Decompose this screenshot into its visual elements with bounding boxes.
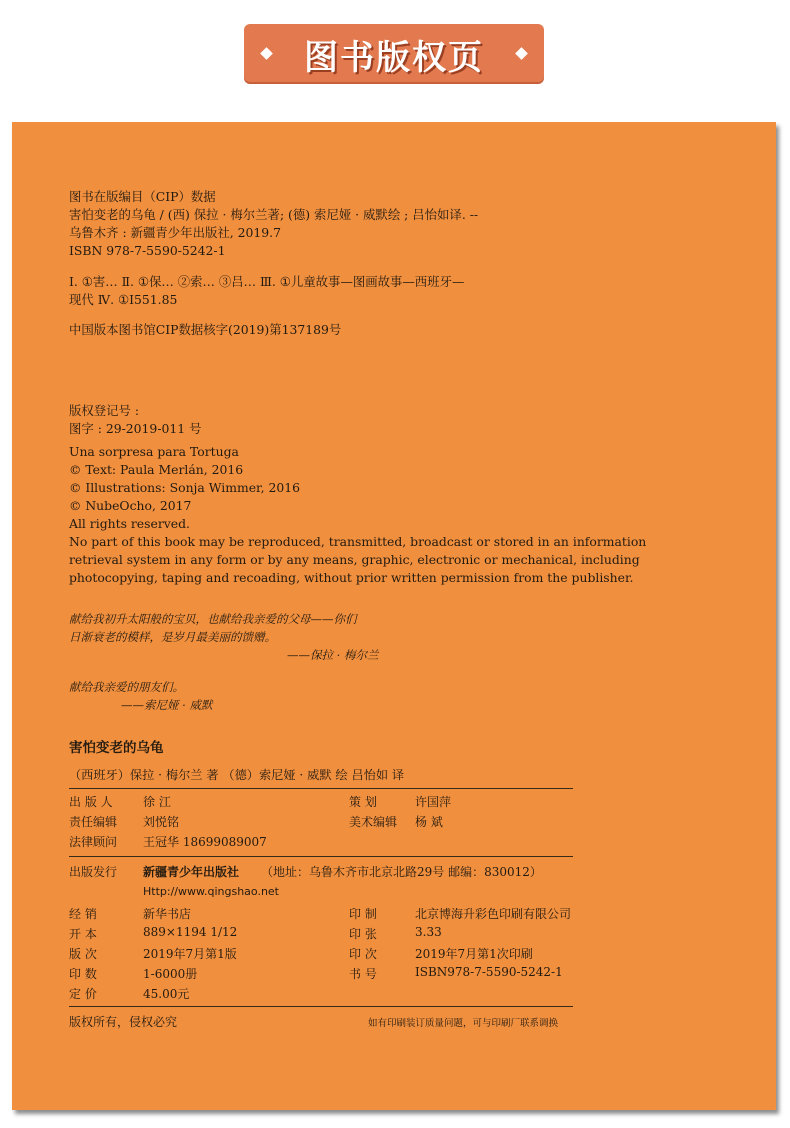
divider [69, 1006, 573, 1007]
footer-row [69, 1013, 589, 1031]
spec-label-2: 书 号 [349, 967, 377, 981]
spec-label: 定 价 [69, 987, 97, 1001]
spec-value-2: ISBN978-7-5590-5242-1 [415, 965, 563, 979]
classification-line-2: 现代 Ⅳ. ①I551.85 [69, 292, 178, 307]
book-title: 害怕变老的乌龟 [69, 740, 164, 756]
notice-line-1: No part of this book may be reproduced, transmitted, broadcast or stored in an information [69, 534, 647, 549]
spec-row [69, 965, 589, 983]
staff-label: 责任编辑 [69, 815, 118, 829]
spec-label-2: 印 制 [349, 907, 377, 921]
title-banner [244, 24, 544, 82]
cip-heading: 图书在版编目（CIP）数据 [69, 189, 216, 204]
staff-row [69, 793, 589, 811]
publisher-copyright: © NubeOcho, 2017 [69, 498, 192, 513]
publisher-label: 出版发行 [69, 865, 118, 879]
staff-label: 法律顾问 [69, 835, 118, 849]
cip-line-2: 乌鲁木齐 : 新疆青少年出版社, 2019.7 [69, 225, 281, 240]
staff-value-2: 许国萍 [415, 795, 452, 809]
staff-value-2: 杨 斌 [415, 815, 443, 829]
publisher-address: （地址：乌鲁木齐市北京北路29号 邮编：830012） [261, 865, 542, 879]
spec-value: 新华书店 [143, 907, 192, 921]
classification-line-1: Ⅰ. ①害… Ⅱ. ①保… ②索… ③吕… Ⅲ. ①儿童故事—图画故事—西班牙— [69, 274, 465, 289]
copyright-sheet [12, 122, 776, 1110]
notice-line-3: photocopying, taping and recoading, without prior written permission from the publisher. [69, 570, 634, 585]
rights-reserved: All rights reserved. [69, 516, 190, 531]
dedication-author-line-2: 日渐衰老的模样，是岁月最美丽的馈赠。 [69, 630, 276, 644]
book-credits: （西班牙）保拉 · 梅尔兰 著 （德）索尼娅 · 威默 绘 吕怡如 译 [69, 768, 405, 782]
spec-row [69, 945, 589, 963]
publisher-name: 新疆青少年出版社 [143, 865, 240, 879]
staff-label-2: 策 划 [349, 795, 377, 809]
staff-value: 徐 江 [143, 795, 171, 809]
registration-label: 版权登记号 : [69, 403, 140, 418]
illustration-copyright: © Illustrations: Sonja Wimmer, 2016 [69, 480, 301, 495]
original-edition-block [69, 443, 646, 587]
notice-line-2: retrieval system in any form or by any means, graphic, electronic or mechanical, including [69, 552, 640, 567]
banner-title: 图书版权页 [304, 38, 484, 78]
staff-value: 王冠华 18699089007 [143, 835, 267, 849]
cip-block [69, 188, 478, 260]
spec-label: 经 销 [69, 907, 97, 921]
dedication-author-sign: ——保拉 · 梅尔兰 [287, 648, 379, 662]
cip-line-1: 害怕变老的乌龟 / (西) 保拉 · 梅尔兰著; (德) 索尼娅 · 威默绘 ; 吕怡如译. -- [69, 207, 479, 222]
dedication-author [69, 610, 378, 664]
dedication-illustrator [69, 678, 212, 714]
spec-label-2: 印 次 [349, 947, 377, 961]
spec-value: 1-6000册 [143, 967, 198, 981]
dedication-illustrator-line: 献给我亲爱的朋友们。 [69, 680, 184, 694]
spec-row [69, 925, 589, 943]
spec-label: 开 本 [69, 927, 97, 941]
staff-label-2: 美术编辑 [349, 815, 398, 829]
registration-block [69, 402, 202, 438]
spec-label: 印 数 [69, 967, 97, 981]
classification-block [69, 273, 464, 309]
spec-value: 2019年7月第1版 [143, 947, 237, 961]
spec-label-2: 印 张 [349, 927, 377, 941]
text-copyright: © Text: Paula Merlán, 2016 [69, 462, 244, 477]
spec-value: 45.00元 [143, 987, 190, 1001]
publisher-row [69, 863, 589, 881]
spec-value-2: 北京博海升彩色印刷有限公司 [415, 907, 572, 921]
staff-row [69, 813, 589, 831]
spec-value: 889×1194 1/12 [143, 925, 238, 939]
original-title: Una sorpresa para Tortuga [69, 444, 239, 459]
spec-value-2: 2019年7月第1次印刷 [415, 947, 533, 961]
spec-value-2: 3.33 [415, 925, 442, 939]
registration-value: 图字 : 29-2019-011 号 [69, 421, 202, 436]
cip-isbn: ISBN 978-7-5590-5242-1 [69, 243, 226, 258]
dedication-author-line-1: 献给我初升太阳般的宝贝，也献给我亲爱的父母——你们 [69, 612, 357, 626]
footer-rights: 版权所有，侵权必究 [69, 1015, 178, 1029]
dedication-illustrator-sign: ——索尼娅 · 威默 [121, 698, 213, 712]
spec-row [69, 905, 589, 923]
cip-number: 中国版本图书馆CIP数据核字(2019)第137189号 [69, 322, 342, 337]
staff-label: 出 版 人 [69, 795, 113, 809]
staff-value: 刘悦铭 [143, 815, 180, 829]
spec-row [69, 985, 589, 1003]
footer-note: 如有印刷装订质量问题，可与印刷厂联系调换 [368, 1018, 559, 1029]
publisher-url[interactable]: Http://www.qingshao.net [143, 885, 279, 898]
divider [69, 856, 573, 857]
divider [69, 788, 573, 789]
staff-row [69, 833, 589, 851]
spec-label: 版 次 [69, 947, 97, 961]
